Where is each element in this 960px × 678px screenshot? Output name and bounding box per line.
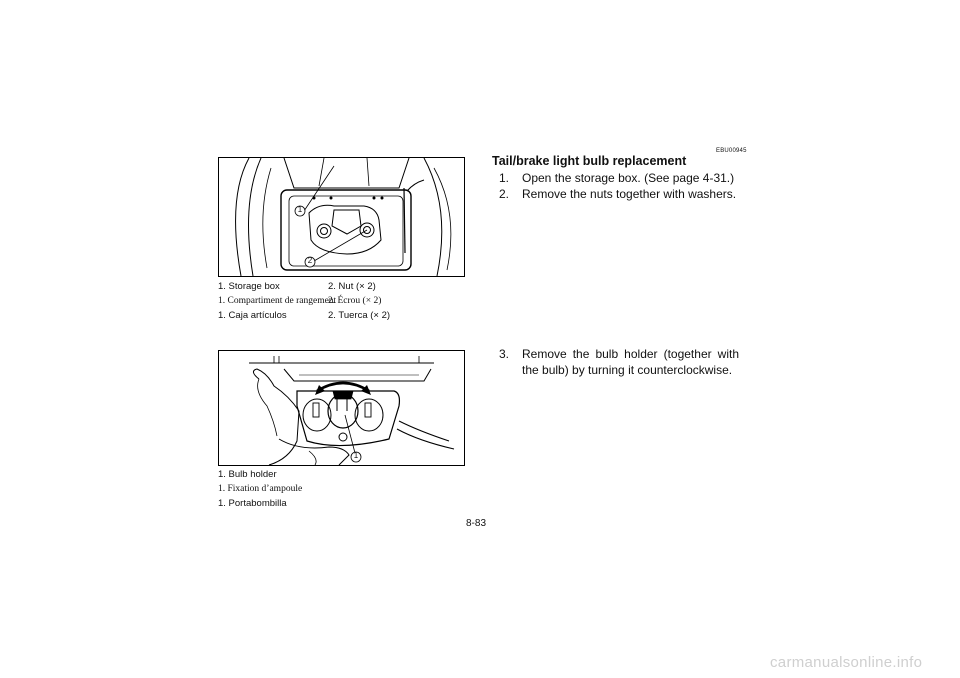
- legend-item: 1. Storage box: [218, 281, 280, 292]
- figure-bulb-holder: [218, 350, 465, 466]
- bulb-holder-illustration: [219, 351, 464, 465]
- step-text: Remove the bulb holder (together with the bulb) by turning it counterclockwise.: [522, 347, 739, 377]
- figure-storage-box: [218, 157, 465, 277]
- legend-item: 1. Bulb holder: [218, 469, 277, 480]
- step-number: 1.: [499, 171, 510, 185]
- callout-2: 2: [307, 256, 313, 265]
- watermark: carmanualsonline.info: [770, 654, 923, 671]
- section-code: EBU00945: [716, 148, 747, 154]
- step-text: Remove the nuts together with washers.: [522, 187, 737, 201]
- step-number: 2.: [499, 187, 510, 201]
- callout-1: 1: [353, 451, 359, 460]
- step-number: 3.: [499, 347, 510, 361]
- storage-box-illustration: [219, 158, 464, 276]
- step-text: Open the storage box. (See page 4-31.): [522, 171, 735, 185]
- legend-item: 2. Tuerca (× 2): [328, 310, 391, 321]
- section-heading: Tail/brake light bulb replacement: [492, 154, 687, 168]
- callout-1: 1: [297, 205, 303, 214]
- step-3: [499, 346, 744, 378]
- legend-item: 1. Portabombilla: [218, 498, 287, 509]
- legend-item: 2. Nut (× 2): [328, 281, 376, 292]
- legend-item: 1. Compartiment de rangement: [218, 296, 337, 306]
- page-number: 8-83: [466, 518, 487, 529]
- legend-item: 2. Écrou (× 2): [328, 296, 382, 306]
- step-2: [499, 186, 744, 202]
- legend-item: 1. Fixation d’ampoule: [218, 484, 303, 494]
- legend-item: 1. Caja artículos: [218, 310, 287, 321]
- step-1: [499, 170, 744, 186]
